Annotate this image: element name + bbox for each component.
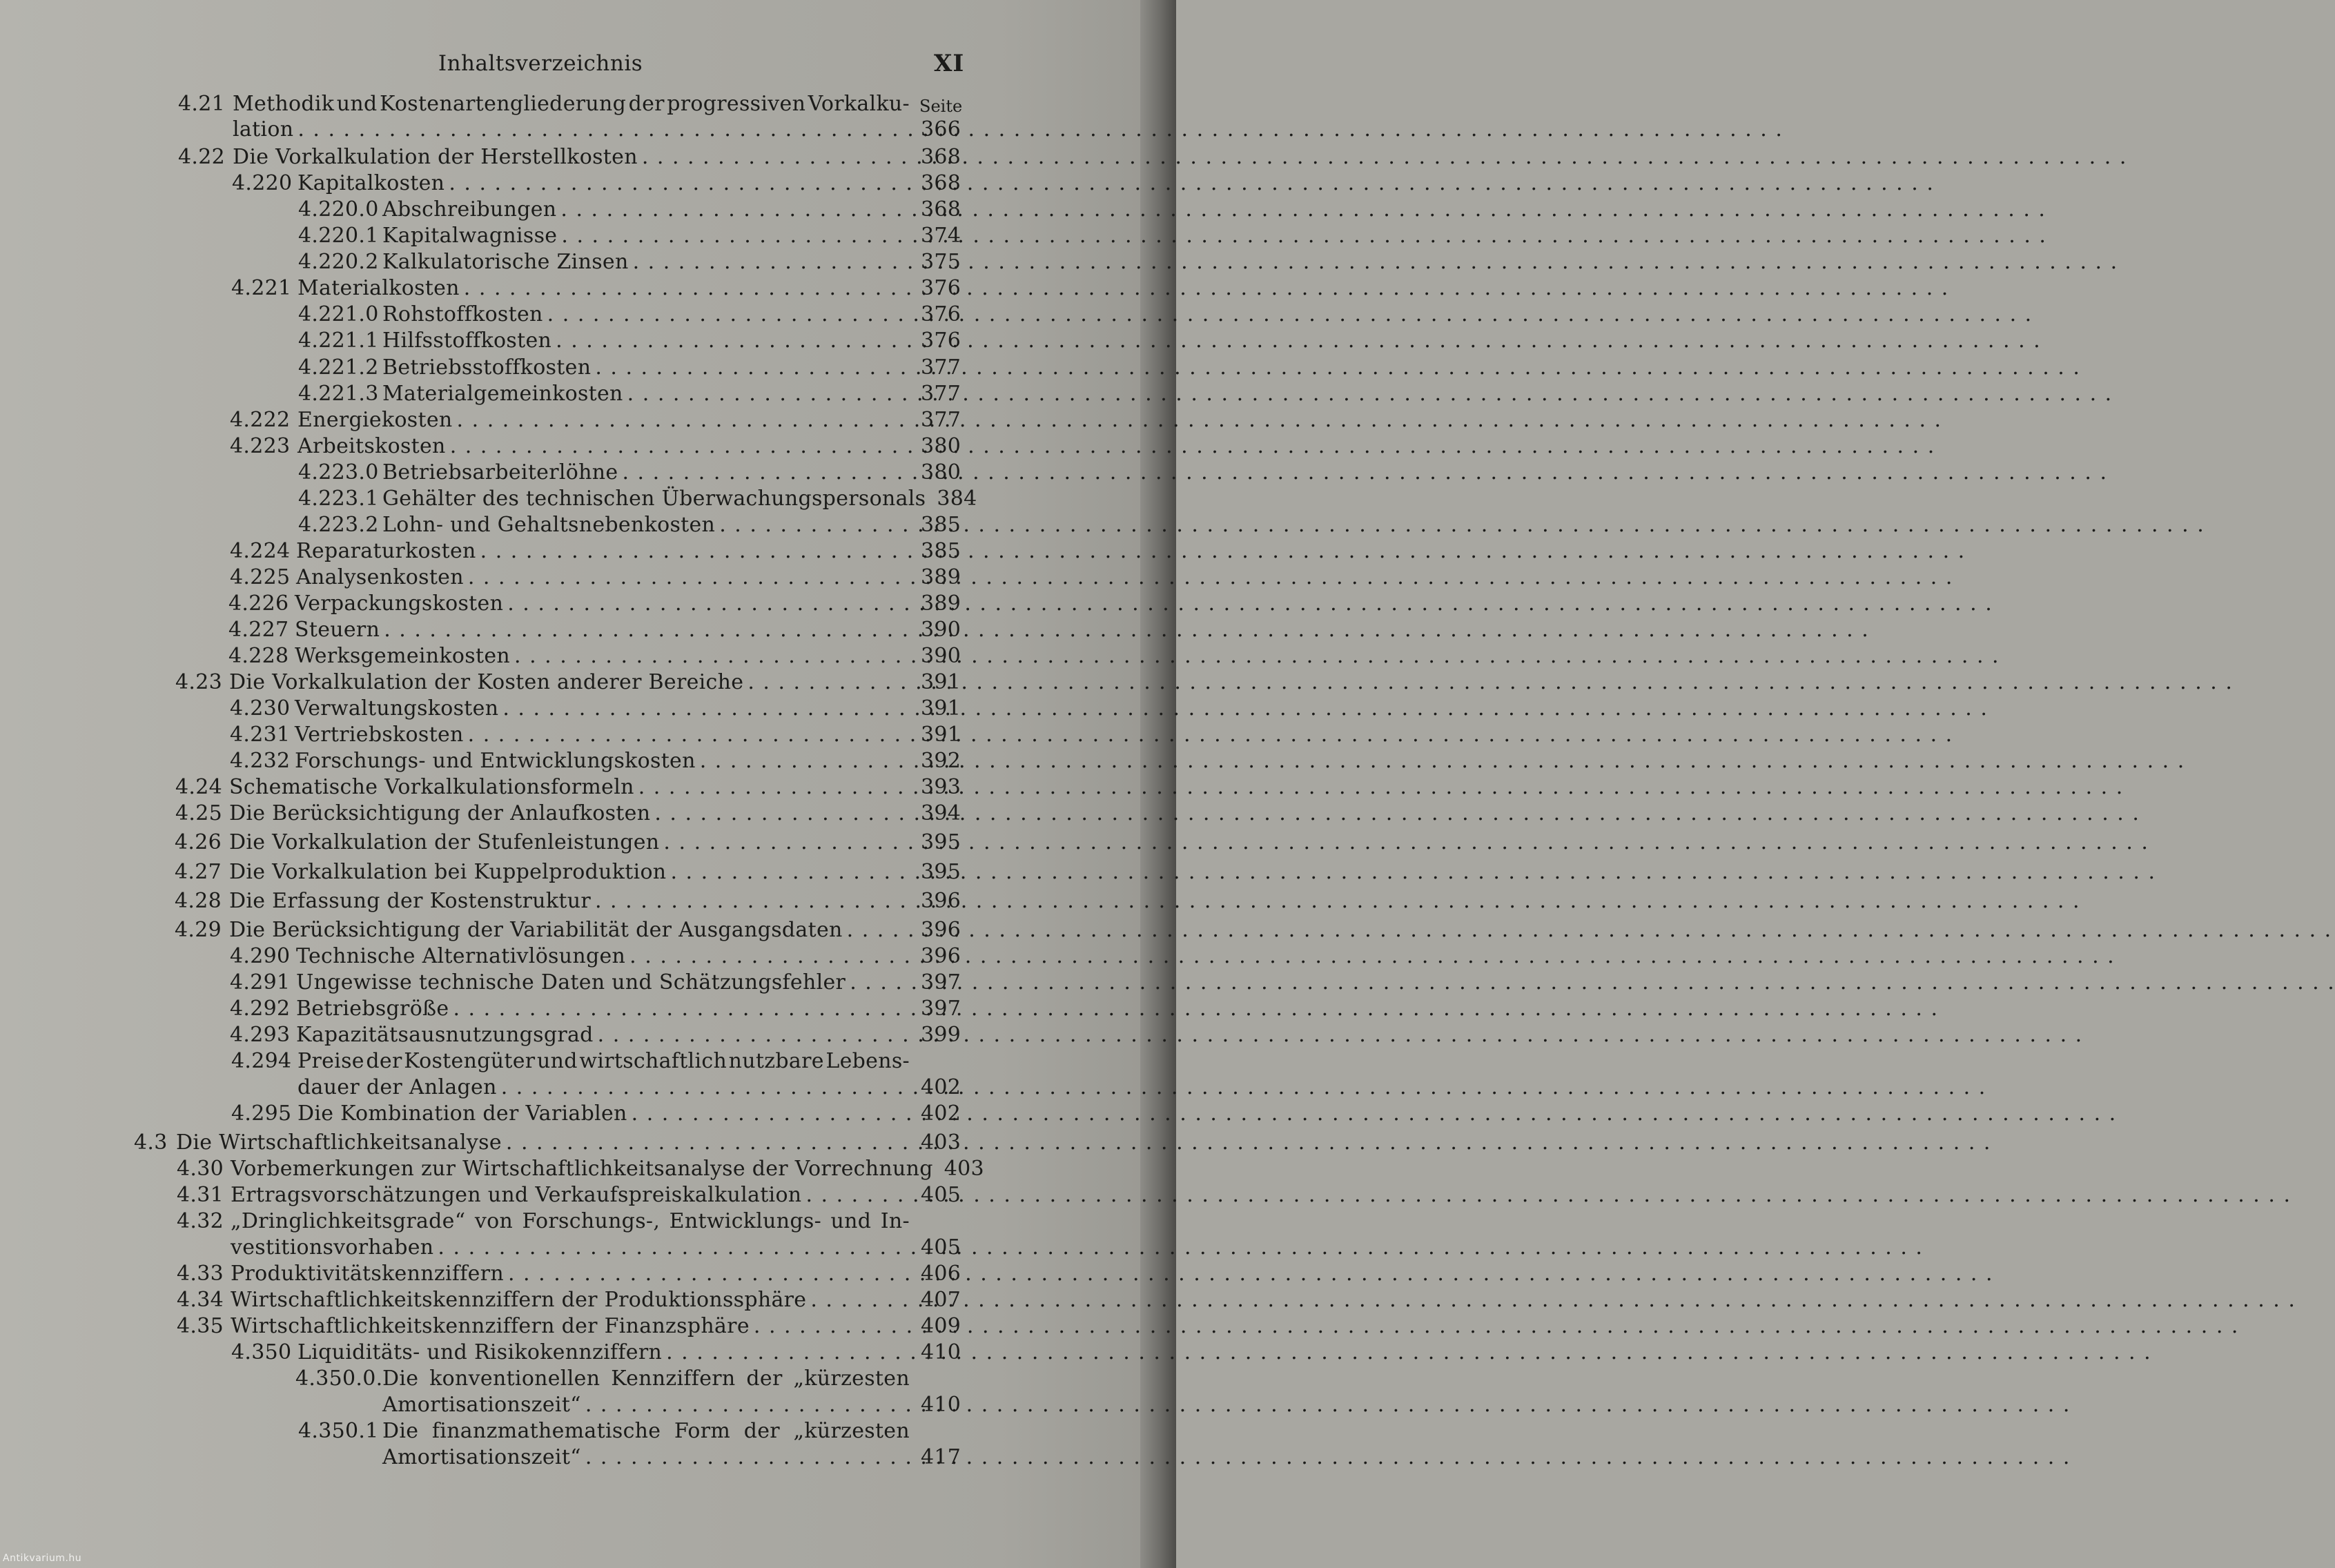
title-word: Kostengüter: [404, 1049, 536, 1073]
toc-page-number: 410: [921, 1393, 961, 1417]
toc-entry-number: 4.291: [230, 970, 291, 994]
title-word: „kürzesten: [793, 1419, 910, 1443]
dot-leader: [547, 302, 914, 327]
toc-entry-number: 4.221.2: [298, 355, 379, 380]
toc-entry-number: 4.223.1: [298, 487, 379, 511]
toc-entry[interactable]: [229, 670, 961, 695]
toc-entry-title: Abschreibungen: [382, 197, 557, 222]
toc-entry-title: Schematische Vorkalkulationsformeln: [229, 775, 634, 799]
dot-leader: [595, 889, 914, 914]
dot-leader: [297, 117, 914, 142]
toc-entry-title: Die Erfassung der Kostenstruktur: [229, 889, 591, 913]
toc-page-number: 405: [921, 1183, 961, 1207]
toc-entry-title-line: [233, 92, 910, 117]
title-word: Kennziffern: [611, 1366, 736, 1391]
toc-page-number: 368: [921, 171, 961, 195]
toc-entry-title: Werksgemeinkosten: [295, 644, 510, 668]
toc-page-number: 394: [921, 801, 961, 825]
toc-entry-number: 4.220.2: [298, 250, 379, 274]
title-word: und: [830, 1209, 872, 1233]
dot-leader: [598, 1023, 914, 1048]
toc-entry-title: Betriebsarbeiterlöhne: [382, 460, 618, 484]
dot-leader: [502, 696, 914, 721]
toc-entry-title: Die Vorkalkulation der Stufenleistungen: [229, 830, 660, 854]
toc-entry[interactable]: [382, 302, 961, 327]
toc-entry-title: Energiekosten: [297, 408, 453, 432]
toc-page-number: 374: [921, 224, 961, 248]
dot-leader: [700, 749, 914, 774]
toc-page-number: 396: [921, 944, 961, 968]
toc-entry[interactable]: [297, 1075, 961, 1100]
toc-entry[interactable]: [233, 145, 961, 170]
toc-entry[interactable]: [382, 1393, 961, 1418]
toc-entry-title: Die Vorkalkulation der Kosten anderer Bereiche: [229, 670, 744, 694]
toc-page-number: 390: [921, 618, 961, 642]
title-word: Methodik: [233, 92, 335, 116]
toc-entry-number: 4.224: [230, 539, 291, 563]
toc-entry[interactable]: [231, 1314, 961, 1339]
toc-page-number: 397: [921, 970, 961, 994]
title-word: Die: [382, 1419, 419, 1443]
title-word: der: [366, 1049, 402, 1073]
toc-entry[interactable]: [382, 382, 961, 406]
dot-leader: [384, 618, 914, 643]
dot-leader: [666, 1340, 914, 1365]
title-word: „kürzesten: [793, 1366, 910, 1391]
toc-entry[interactable]: [382, 250, 961, 275]
toc-entry[interactable]: [295, 696, 961, 721]
toc-entry-title: Lohn- und Gehaltsnebenkosten: [382, 513, 716, 537]
toc-page-number: 376: [921, 329, 961, 353]
toc-entry-number: 4.225: [230, 565, 291, 589]
toc-entry-title: Materialgemeinkosten: [382, 382, 623, 406]
dot-leader: [438, 1235, 914, 1260]
toc-entry-number: 4.29: [175, 918, 222, 942]
dot-leader: [627, 382, 914, 406]
toc-entry-title: Die Berücksichtigung der Anlaufkosten: [229, 801, 651, 825]
toc-entry[interactable]: [229, 775, 961, 800]
title-word: Vorkalku-: [808, 92, 910, 116]
toc-entry[interactable]: [229, 801, 961, 826]
title-word: Lebens-: [825, 1049, 910, 1073]
toc-entry[interactable]: [382, 487, 977, 511]
toc-entry-number: 4.22: [178, 145, 225, 169]
dot-leader: [847, 918, 914, 943]
toc-entry[interactable]: [382, 329, 961, 353]
dot-leader: [464, 276, 914, 301]
toc-page-number: 393: [921, 775, 961, 799]
toc-entry-title: Vorbemerkungen zur Wirtschaftlichkeitsanalyse der Vorrechnung: [231, 1157, 933, 1181]
toc-entry[interactable]: [231, 1288, 961, 1313]
toc-page-number: 417: [921, 1445, 961, 1469]
toc-entry-title: Die Vorkalkulation der Herstellkosten: [233, 145, 638, 169]
title-word: der: [746, 1366, 783, 1391]
toc-entry[interactable]: [229, 830, 961, 855]
toc-entry[interactable]: [297, 434, 961, 459]
toc-entry[interactable]: [296, 997, 961, 1021]
toc-entry[interactable]: [229, 918, 961, 943]
toc-entry-title: Reparaturkosten: [296, 539, 476, 563]
toc-entry-number: 4.295: [231, 1101, 292, 1126]
dot-leader: [585, 1393, 914, 1418]
toc-entry-title: Forschungs- und Entwicklungskosten: [295, 749, 696, 773]
toc-page-number: 407: [921, 1288, 961, 1312]
toc-entry-number: 4.34: [177, 1288, 224, 1312]
toc-entry[interactable]: [382, 355, 961, 380]
toc-page-number: 391: [921, 670, 961, 694]
toc-entry-number: 4.232: [230, 749, 291, 773]
toc-entry-number: 4.223: [230, 434, 291, 458]
toc-entry-title: Analysenkosten: [296, 565, 464, 589]
toc-page-number: 380: [921, 434, 961, 458]
toc-entry-title-line: [297, 1049, 910, 1074]
toc-entry-number: 4.350.0.: [295, 1366, 383, 1391]
toc-entry[interactable]: [295, 723, 961, 747]
dot-leader: [754, 1314, 914, 1339]
toc-entry-number: 4.223.2: [298, 513, 379, 537]
toc-entry-number: 4.230: [230, 696, 291, 721]
dot-leader: [850, 970, 914, 995]
toc-entry-number: 4.27: [175, 860, 222, 884]
toc-page-number: 403: [921, 1130, 961, 1155]
toc-entry-number: 4.293: [230, 1023, 291, 1047]
toc-entry-number: 4.221.1: [298, 329, 379, 353]
toc-entry[interactable]: [231, 1235, 961, 1260]
toc-entry[interactable]: [229, 860, 961, 885]
toc-entry[interactable]: [296, 970, 961, 995]
title-word: wirtschaftlich: [579, 1049, 727, 1073]
title-word: der: [743, 1419, 780, 1443]
title-word: Kostenartengliederung: [379, 92, 627, 116]
dot-leader: [450, 434, 914, 459]
toc-page-number: 389: [921, 591, 961, 616]
title-word: Form: [674, 1419, 731, 1443]
toc-entry-title: Betriebsgröße: [296, 997, 449, 1021]
toc-entry-title: Materialkosten: [297, 276, 460, 300]
toc-page-number: 409: [921, 1314, 961, 1338]
toc-entry[interactable]: [295, 618, 961, 643]
toc-entry-title: Steuern: [295, 618, 380, 642]
dot-leader: [449, 171, 914, 196]
toc-entry-number: 4.223.0: [298, 460, 379, 484]
toc-entry[interactable]: [297, 408, 961, 433]
toc-entry[interactable]: [295, 644, 961, 669]
toc-page-number: 368: [921, 197, 961, 222]
toc-entry-number: 4.228: [228, 644, 289, 668]
dot-leader: [514, 644, 914, 669]
dot-leader: [560, 197, 914, 222]
toc-entry[interactable]: [231, 1262, 961, 1286]
toc-page-number: 399: [921, 1023, 961, 1047]
toc-entry-title: Die Kombination der Variablen: [297, 1101, 627, 1126]
toc-entry-number: 4.28: [175, 889, 222, 913]
dot-leader: [632, 1101, 914, 1126]
toc-page-number: 403: [944, 1157, 984, 1181]
toc-entry-title: Gehälter des technischen Überwachungspersonals: [382, 487, 926, 511]
title-word: In-: [880, 1209, 910, 1233]
toc-entry-number: 4.220.1: [298, 224, 379, 248]
title-word: Preise: [297, 1049, 364, 1073]
dot-leader: [654, 801, 914, 826]
toc-entry-number: 4.221: [231, 276, 292, 300]
dot-leader: [556, 329, 914, 353]
dot-leader: [468, 565, 914, 590]
toc-page-number: 389: [921, 565, 961, 589]
toc-entry-title: Wirtschaftlichkeitskennziffern der Produktionssphäre: [231, 1288, 807, 1312]
toc-entry-title: Verpackungskosten: [295, 591, 504, 616]
toc-entry-number: 4.24: [175, 775, 222, 799]
title-word: von: [474, 1209, 514, 1233]
toc-entry[interactable]: [231, 1183, 961, 1208]
toc-entry-title: Kapitalwagnisse: [382, 224, 558, 248]
title-word: konventionellen: [429, 1366, 600, 1391]
title-word: Die: [382, 1366, 419, 1391]
toc-entry-number: 4.21: [178, 92, 225, 116]
dot-leader: [622, 460, 914, 485]
dot-leader: [670, 860, 914, 885]
toc-page-number: 390: [921, 644, 961, 668]
watermark-label: Antikvarium.hu: [3, 1553, 82, 1564]
toc-page-number: 385: [921, 513, 961, 537]
title-word: „Dringlichkeitsgrade“: [231, 1209, 466, 1233]
toc-page-number: 391: [921, 696, 961, 721]
dot-leader: [506, 1130, 914, 1155]
toc-entry-title: Vertriebskosten: [295, 723, 464, 747]
toc-page-number: 405: [921, 1235, 961, 1260]
toc-page-number: 392: [921, 749, 961, 773]
title-word: Entwicklungs-: [669, 1209, 822, 1233]
toc-entry-number: 4.220: [232, 171, 293, 195]
toc-entry[interactable]: [382, 460, 961, 485]
toc-entry-title: Die Berücksichtigung der Variabilität der Ausgangsdaten: [229, 918, 843, 942]
toc-entry-number: 4.350.1: [298, 1419, 379, 1443]
title-word: der: [628, 92, 665, 116]
running-header-title: Inhaltsverzeichnis: [438, 51, 643, 76]
toc-page-number: 377: [921, 408, 961, 432]
title-word: finanzmathematische: [431, 1419, 661, 1443]
toc-entry[interactable]: [296, 539, 961, 564]
dot-leader: [638, 775, 914, 800]
toc-entry-title: Technische Alternativlösungen: [296, 944, 626, 968]
toc-entry-title-line: [382, 1419, 910, 1444]
toc-entry-number: 4.31: [177, 1183, 224, 1207]
dot-leader: [595, 355, 914, 380]
toc-entry-title: lation: [233, 117, 294, 141]
dot-leader: [501, 1075, 914, 1100]
toc-entry-number: 4.220.0: [298, 197, 379, 222]
toc-entry-number: 4.226: [228, 591, 289, 616]
dot-leader: [585, 1445, 914, 1470]
toc-entry-number: 4.294: [231, 1049, 292, 1073]
toc-entry-title-line: [382, 1366, 910, 1391]
toc-entry[interactable]: [297, 276, 961, 301]
toc-page-number: 376: [921, 302, 961, 326]
toc-entry-number: 4.23: [175, 670, 222, 694]
toc-page-number: 402: [921, 1075, 961, 1099]
toc-entry-number: 4.3: [134, 1130, 168, 1155]
toc-entry-number: 4.30: [177, 1157, 224, 1181]
toc-page-number: 410: [921, 1340, 961, 1364]
toc-entry-title: Betriebsstoffkosten: [382, 355, 592, 380]
toc-entry-title-line: [231, 1209, 910, 1234]
toc-entry-number: 4.290: [230, 944, 291, 968]
toc-entry-number: 4.227: [228, 618, 289, 642]
toc-page-number: 402: [921, 1101, 961, 1126]
dot-leader: [453, 997, 914, 1021]
toc-entry[interactable]: [297, 171, 961, 196]
dot-leader: [561, 224, 914, 248]
toc-page-number: 395: [921, 830, 961, 854]
toc-page-number: 375: [921, 250, 961, 274]
toc-entry-number: 4.222: [230, 408, 291, 432]
toc-entry[interactable]: [382, 513, 961, 538]
toc-entry-title: Ertragsvorschätzungen und Verkaufspreiskalkulation: [231, 1183, 802, 1207]
title-word: und: [336, 92, 378, 116]
dot-leader: [642, 145, 914, 170]
toc-page-number: 384: [937, 487, 977, 511]
toc-entry-title: Amortisationszeit“: [382, 1445, 581, 1469]
toc-entry[interactable]: [295, 749, 961, 774]
toc-entry-title: Hilfsstoffkosten: [382, 329, 552, 353]
dot-leader: [629, 944, 914, 969]
dot-leader: [508, 1262, 914, 1286]
dot-leader: [633, 250, 914, 275]
title-word: progressiven: [667, 92, 806, 116]
dot-leader: [457, 408, 914, 433]
toc-entry[interactable]: [297, 1101, 961, 1126]
toc-entry-number: 4.32: [177, 1209, 224, 1233]
toc-entry-number: 4.25: [175, 801, 222, 825]
toc-entry-number: 4.33: [177, 1262, 224, 1286]
toc-entry-title: vestitionsvorhaben: [231, 1235, 434, 1260]
title-word: Forschungs-,: [522, 1209, 661, 1233]
toc-page-number: 396: [921, 889, 961, 913]
toc-entry-title: Ungewisse technische Daten und Schätzungsfehler: [296, 970, 846, 994]
toc-page-number: 377: [921, 382, 961, 406]
toc-page-number: 380: [921, 460, 961, 484]
toc-entry[interactable]: [295, 591, 961, 616]
toc-entry-title: Liquiditäts- und Risikokennziffern: [297, 1340, 663, 1364]
toc-entry[interactable]: [296, 565, 961, 590]
toc-page-number: 397: [921, 997, 961, 1021]
dot-leader: [507, 591, 914, 616]
toc-page-number: 391: [921, 723, 961, 747]
toc-entry[interactable]: [382, 1445, 961, 1470]
toc-page-number: 395: [921, 860, 961, 884]
toc-entry-title: Kapitalkosten: [297, 171, 445, 195]
toc-page-number: 396: [921, 918, 961, 942]
toc-entry[interactable]: [296, 944, 961, 969]
toc-entry-number: 4.221.0: [298, 302, 379, 326]
title-word: nutzbare: [728, 1049, 824, 1073]
toc-entry-title: Amortisationszeit“: [382, 1393, 581, 1417]
toc-page-number: 377: [921, 355, 961, 380]
toc-entry[interactable]: [233, 117, 961, 142]
toc-entry[interactable]: [382, 224, 961, 248]
dot-leader: [810, 1288, 914, 1313]
toc-page-number: 366: [921, 117, 961, 141]
toc-page-number: 406: [921, 1262, 961, 1286]
toc-entry-title: dauer der Anlagen: [297, 1075, 497, 1099]
dot-leader: [805, 1183, 914, 1208]
toc-entry-number: 4.350: [231, 1340, 292, 1364]
dot-leader: [719, 513, 914, 538]
toc-page-number: 385: [921, 539, 961, 563]
toc-entry-title: Arbeitskosten: [297, 434, 446, 458]
toc-entry[interactable]: [296, 1023, 961, 1048]
toc-page-number: 376: [921, 276, 961, 300]
title-word: und: [536, 1049, 578, 1073]
toc-entry[interactable]: [297, 1340, 961, 1365]
toc-entry-title: Verwaltungskosten: [295, 696, 499, 721]
toc-entry-number: 4.35: [177, 1314, 224, 1338]
dot-leader: [480, 539, 914, 564]
toc-page-number: 368: [921, 145, 961, 169]
toc-entry-title: Die Wirtschaftlichkeitsanalyse: [176, 1130, 502, 1155]
toc-entry-number: 4.292: [230, 997, 291, 1021]
page-column-label: Seite: [919, 97, 963, 116]
toc-entry-title: Kalkulatorische Zinsen: [382, 250, 629, 274]
toc-entry[interactable]: [176, 1130, 961, 1155]
dot-leader: [468, 723, 914, 747]
toc-entry-number: 4.231: [230, 723, 291, 747]
toc-entry[interactable]: [382, 197, 961, 222]
toc-entry[interactable]: [229, 889, 961, 914]
roman-page-number: XI: [934, 50, 965, 77]
dot-leader: [748, 670, 914, 695]
dot-leader: [663, 830, 914, 855]
toc-entry[interactable]: [231, 1157, 984, 1182]
toc-entry-title: Die Vorkalkulation bei Kuppelproduktion: [229, 860, 667, 884]
toc-entry-title: Kapazitätsausnutzungsgrad: [296, 1023, 594, 1047]
toc-entry-number: 4.26: [175, 830, 222, 854]
toc-entry-title: Rohstoffkosten: [382, 302, 543, 326]
toc-entry-number: 4.221.3: [298, 382, 379, 406]
toc-entry-title: Wirtschaftlichkeitskennziffern der Finanzsphäre: [231, 1314, 750, 1338]
toc-entry-title: Produktivitätskennziffern: [231, 1262, 504, 1286]
